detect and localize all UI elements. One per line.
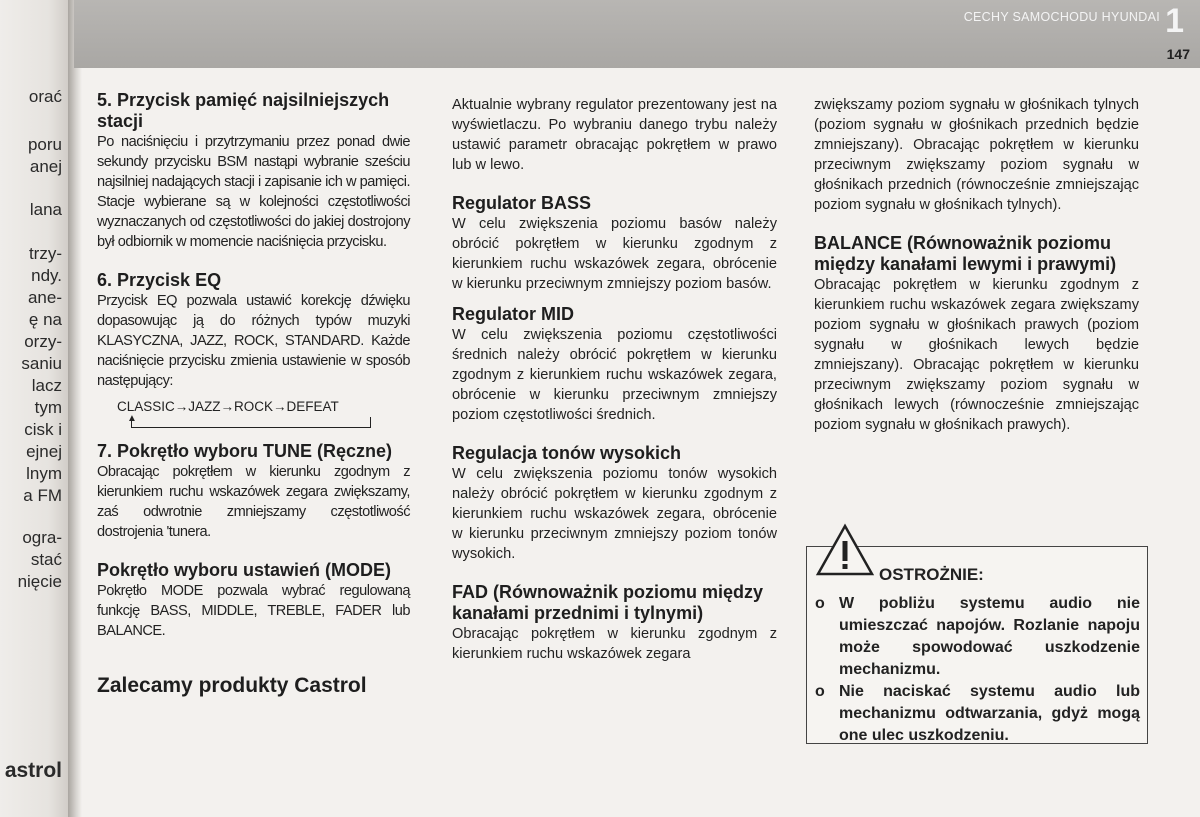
fad-text: Obracając pokrętłem w kierunku zgodnym z kierunkiem ruchu wskazówek zegara [452,626,777,662]
left-fragment: tym [34,398,62,417]
section-7-heading: 7. Pokrętło wyboru TUNE (Ręczne) [97,441,393,461]
left-fragment: trzy- [28,244,62,263]
mid-heading: Regulator MID [452,304,575,324]
caution-item [815,593,1140,681]
caution-list [815,593,1140,747]
mode-text: Pokrętło MODE pozwala wybrać regulowaną funkcję BASS, MIDDLE, TREBLE, FADER lub BALANCE. [97,583,410,639]
section-7-text: Obracając pokrętłem w kierunku zgodnym z kierunkiem ruchu wskazówek zegara zwiększamy, zaś odwrotnie zmniejszamy częstotliwość dostrojenia 'tunera. [97,464,410,540]
section-6-text: Przycisk EQ pozwala ustawić korekcję dźwięku dopasowując ją do różnych typów muzyki KLASYCZNA, JAZZ, ROCK, STANDARD. Każde naciśnięcie przycisku zmienia ustawienie w sposób następujący: [97,293,410,389]
left-fragment: ejnej [26,442,62,461]
eq-sequence-text: CLASSIC→JAZZ→ROCK→DEFEAT [117,399,339,414]
left-fragment: ę na [28,310,62,329]
page-header [74,0,1200,68]
page-number: 147 [1166,46,1190,62]
column-3 [814,95,1139,435]
left-page-fragment [0,0,70,817]
left-fragment: ane- [27,288,62,307]
caution-title: OSTROŻNIE: [879,565,984,584]
fad-continued-text: zwiększamy poziom sygnału w głośnikach tylnych (poziom sygnału w głośnikach przednich będzie zmniejszany). Obracając pokrętłem w kierunku przeciwnym zwiększamy poziom sygnału w głośnikach przednich (równocześnie zmniejszając poziom sygnału w głośnikach tylnych). [814,97,1139,213]
bass-text: W celu zwiększenia poziomu basów należy obrócić pokrętłem w kierunku zgodnym z kierunkiem ruchu wskazówek zegara, obrócenie w kierunku przeciwnym zmniejszy poziom basów. [452,216,777,292]
mid-text: W celu zwiększenia poziomu częstotliwości średnich należy obrócić pokrętłem w kierunku zgodnym z kierunkiem ruchu wskazówek zegara, obrócenie w kierunku przeciwnym zmniejszy poziom częstotliwości średnich. [452,327,777,423]
left-fragment: a FM [23,486,62,505]
loop-arrow [131,417,371,428]
left-fragment: orać [28,87,62,106]
book-spine [68,0,82,817]
balance-text: Obracając pokrętłem w kierunku zgodnym z kierunkiem ruchu wskazówek zegara zwiększamy poziom sygnału w głośnikach prawych (poziom sygnału w głośnikach lewych będzie zmniejszany). Obracając pokrętłem w kierunku przeciwnym zwiększamy poziom sygnału w głośnikach lewych (równocześnie zmniejszając poziom sygnału w głośnikach prawych). [814,277,1139,433]
treble-text: W celu zwiększenia poziomu tonów wysokich należy obrócić pokrętłem w kierunku zgodnym z kierunkiem ruchu wskazówek zegara, obrócenie w kierunku przeciwnym zmniejszy poziom tonów wysokich. [452,466,777,562]
left-fragment: nięcie [17,572,62,591]
left-fragment: orzy- [24,332,62,351]
mode-heading: Pokrętło wyboru ustawień (MODE) [97,560,392,580]
left-fragment: ogra- [22,528,62,547]
section-5-heading: 5. Przycisk pamięć najsilniejszych stacji [97,90,390,131]
left-fragment: anej [29,157,62,176]
left-fragment: lana [29,200,62,219]
section-5-text: Po naciśnięciu i przytrzymaniu przez ponad dwie sekundy przycisku BSM nastąpi wybranie sześciu najsilniej nadających stacji i zapisanie ich w pamięci. Stacje wybierane są w kolejności częstotliwości wyznaczanych od częstotliwości do jakiej dostrojony był odbiornik w momencie naciśnięcia przycisku. [97,134,410,250]
section-6-heading: 6. Przycisk EQ [97,270,222,290]
column-1 [97,90,410,696]
castrol-note: Zalecamy produkty Castrol [97,674,367,697]
caution-item-text: Nie naciskać systemu audio lub mechanizmu odtwarzania, gdyż mogą one ulec uszkodzeniu. [839,683,1140,744]
column-2 [452,95,777,664]
bass-heading: Regulator BASS [452,193,592,213]
left-fragment: poru [27,135,62,154]
left-fragment: cisk i [24,420,62,439]
caution-box [806,546,1148,744]
left-fragment: lnym [26,464,62,483]
left-fragment: ndy. [31,266,62,285]
left-fragment: astrol [4,759,62,782]
chapter-number: 1 [1165,2,1184,40]
left-fragment: saniu [21,354,62,373]
fad-heading: FAD (Równoważnik poziomu między kanałami przednimi i tylnymi) [452,582,764,623]
caution-item [815,681,1140,747]
left-fragment: stać [30,550,62,569]
eq-sequence-diagram [117,397,410,431]
left-fragment: lacz [31,376,62,395]
treble-heading: Regulacja tonów wysokich [452,443,682,463]
caution-item-text: W pobliżu systemu audio nie umieszczać napojów. Rozlanie napoju może spowodować uszkodzenie mechanizmu. [839,595,1140,678]
warning-triangle-icon [815,523,875,577]
arrow-up-icon: ▲ [127,413,137,424]
intro-text: Aktualnie wybrany regulator prezentowany jest na wyświetlaczu. Po wybraniu danego trybu należy ustawić parametr obracając pokrętłem w prawo lub w lewo. [452,97,777,173]
bullet: o [815,683,825,700]
balance-heading: BALANCE (Równoważnik poziomu między kanałami lewymi i prawymi) [814,233,1117,274]
bullet: o [815,595,825,612]
section-title: CECHY SAMOCHODU HYUNDAI [963,10,1160,24]
